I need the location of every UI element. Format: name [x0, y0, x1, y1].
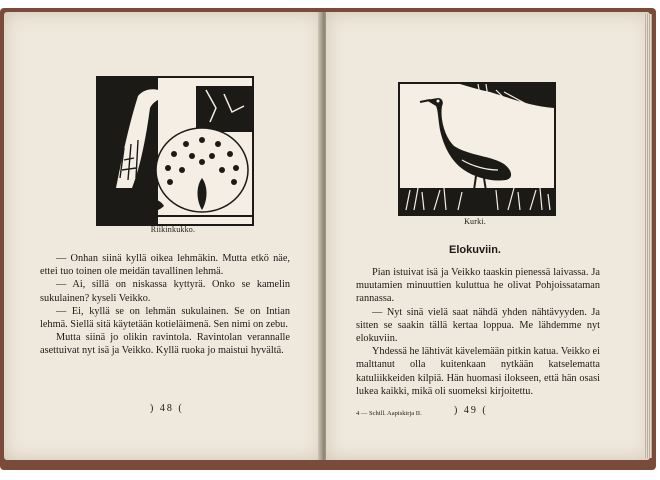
printer-mark: 4 — Schill. Aapiskirja II.	[356, 410, 422, 417]
paragraph: Yhdessä he lähtivät kävelemään pitkin katua. Veikko ei malttanut olla kuitenkaan nytkään katselematta katuliikkeiden kilpiä. Hän huomasi ilokseen, että hän osasi lukea kaikki, mikä oli suomeksi kirjoitettu.	[356, 346, 600, 397]
paragraph: — Ei, kyllä se on lehmän sukulainen. Se on Intian lehmä. Siellä sitä käytetään kotieläimenä. Sen nimi on zebu.	[40, 305, 290, 331]
page-edges	[644, 14, 652, 458]
paragraph: Pian istuivat isä ja Veikko taaskin pienessä laivassa. Ja muutamien minuuttien kuluttua he olivat Pohjoissataman rannassa.	[356, 267, 600, 305]
right-text	[356, 266, 600, 398]
paragraph: — Onhan siinä kyllä oikea lehmäkin. Mutta etkö näe, ettei tuo toinen ole meidän tavallinen lehmä.	[40, 253, 290, 278]
left-page	[4, 12, 322, 460]
chapter-heading: Elokuviin.	[449, 244, 501, 256]
paragraph: — Ai, sillä on niskassa kyttyrä. Onko se kamelin sukulainen? kyseli Veikko.	[40, 279, 290, 304]
left-text	[40, 252, 290, 358]
paragraph: — Nyt sinä vielä saat nähdä yhden nähtävyyden. Ja sitten se saakin tällä kertaa loppua. Me lähdemme nyt elokuviin.	[356, 306, 600, 345]
right-page	[326, 12, 650, 460]
peacock-illustration	[96, 76, 254, 226]
paragraph: Mutta siinä jo olikin ravintola. Ravintolan verannalle asettuivat nyt isä ja Veikko. Kyllä ruoka jo maistui hyvältä.	[40, 332, 290, 357]
page-number: ) 49 (	[454, 405, 488, 416]
page-number: ) 48 (	[150, 403, 184, 414]
crane-illustration	[398, 82, 556, 216]
left-caption: Riikinkukko.	[150, 225, 196, 234]
crane-icon	[400, 84, 554, 214]
right-caption: Kurki.	[464, 217, 486, 226]
peacock-icon	[98, 78, 252, 224]
